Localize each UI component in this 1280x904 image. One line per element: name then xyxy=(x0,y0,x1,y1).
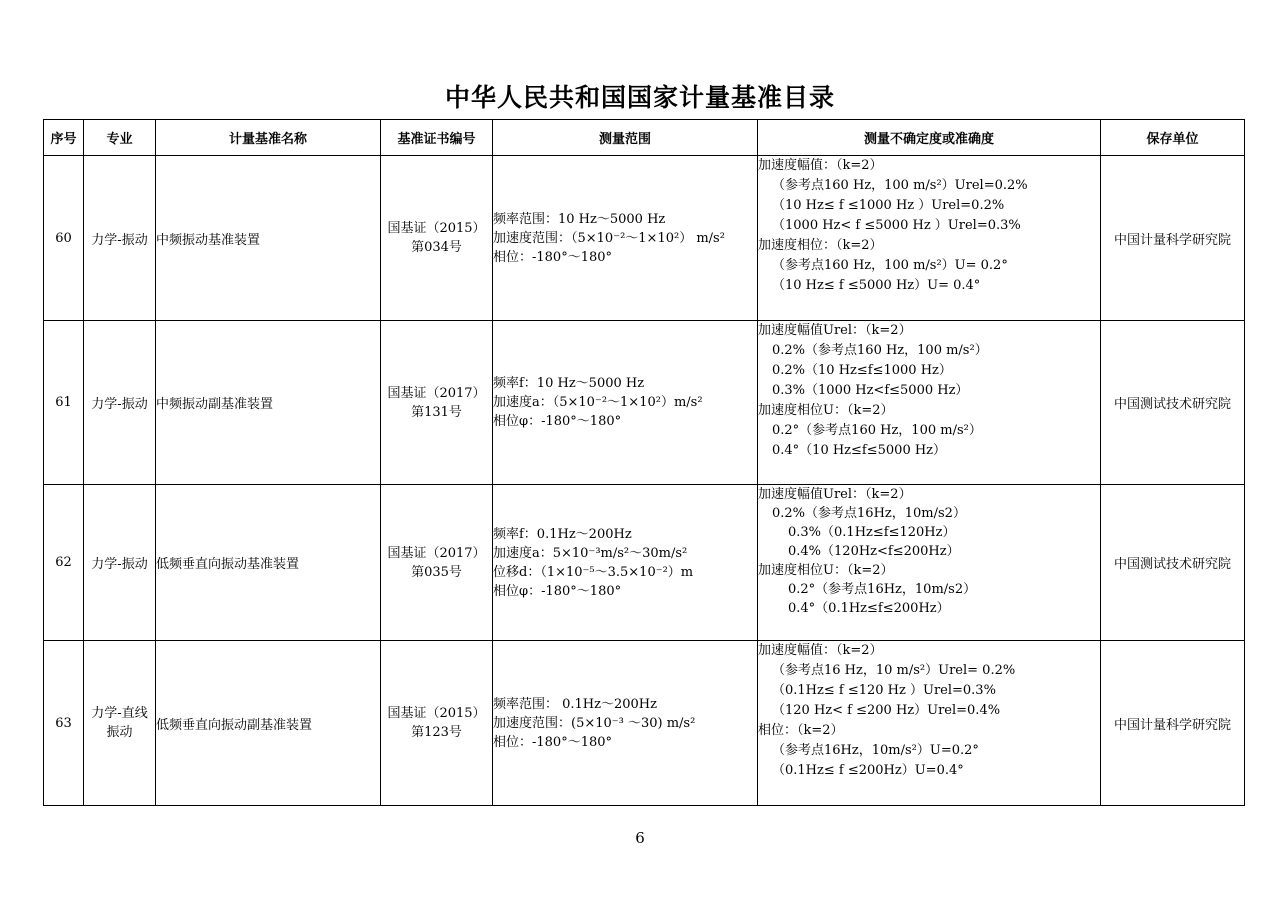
cell-specialty: 力学-振动 xyxy=(84,156,156,321)
uncertainty-line: 加速度幅值：（k=2） xyxy=(758,643,883,658)
range-line: 频率范围：10 Hz～5000 Hz xyxy=(493,211,666,227)
uncertainty-line: 0.3%（0.1Hz≤f≤120Hz） xyxy=(788,525,956,540)
header-unit: 保存单位 xyxy=(1101,120,1245,156)
range-line: 加速度a：（5×10⁻²～1×10²）m/s² xyxy=(493,395,703,410)
cert-line: 国基证（2017） xyxy=(387,545,486,561)
cell-cert xyxy=(381,321,493,485)
cert-line: 第034号 xyxy=(411,240,462,255)
cell-unit: 中国计量科学研究院 xyxy=(1101,641,1245,806)
uncertainty-line: （参考点160 Hz，100 m/s²）Urel=0.2% xyxy=(772,178,1028,193)
cell-unit: 中国测试技术研究院 xyxy=(1101,485,1245,641)
cell-seq: 62 xyxy=(44,485,84,641)
range-line: 频率范围： 0.1Hz～200Hz xyxy=(493,696,657,712)
uncertainty-line: 加速度幅值：（k=2） xyxy=(758,158,883,173)
uncertainty-line: 0.2%（10 Hz≤f≤1000 Hz） xyxy=(772,363,952,378)
uncertainty-line: 0.2°（参考点160 Hz，100 m/s²） xyxy=(772,423,982,438)
range-line: 加速度a：5×10⁻³m/s²～30m/s² xyxy=(493,545,688,561)
uncertainty-line: （参考点16 Hz，10 m/s²）Urel= 0.2% xyxy=(772,663,1016,678)
cert-line: 国基证（2015） xyxy=(387,221,486,236)
cell-specialty: 力学-振动 xyxy=(84,321,156,485)
cell-cert xyxy=(381,485,493,641)
uncertainty-line: 0.4°（0.1Hz≤f≤200Hz） xyxy=(788,601,950,616)
uncertainty-line: （参考点160 Hz，100 m/s²）U= 0.2° xyxy=(772,258,1008,273)
range-line: 频率f：10 Hz～5000 Hz xyxy=(493,376,645,391)
cell-range xyxy=(493,321,758,485)
cell-seq: 63 xyxy=(44,641,84,806)
cert-line: 第035号 xyxy=(411,564,462,580)
cell-seq: 61 xyxy=(44,321,84,485)
cell-seq: 60 xyxy=(44,156,84,321)
uncertainty-line: 相位：（k=2） xyxy=(758,723,844,738)
cell-specialty xyxy=(84,641,156,806)
range-line: 相位φ：-180°～180° xyxy=(493,414,622,429)
uncertainty-line: 加速度幅值Urel：（k=2） xyxy=(758,487,912,502)
cell-range xyxy=(493,485,758,641)
uncertainty-line: 加速度相位U：（k=2） xyxy=(758,403,894,418)
header-cert: 基准证书编号 xyxy=(381,120,493,156)
uncertainty-line: （参考点16Hz，10m/s²）U=0.2° xyxy=(772,743,979,758)
header-seq: 序号 xyxy=(44,120,84,156)
range-line: 加速度范围：(5×10⁻³ ～30) m/s² xyxy=(493,715,696,731)
cert-line: 第123号 xyxy=(411,725,462,740)
cell-unit: 中国计量科学研究院 xyxy=(1101,156,1245,321)
metrology-standards-table xyxy=(43,119,1245,806)
range-line: 相位：-180°～180° xyxy=(493,734,613,750)
range-line: 频率f：0.1Hz～200Hz xyxy=(493,526,632,542)
cell-unit: 中国测试技术研究院 xyxy=(1101,321,1245,485)
table-row xyxy=(44,321,1245,485)
uncertainty-line: 0.2°（参考点16Hz，10m/s2） xyxy=(788,582,977,597)
specialty-line: 振动 xyxy=(106,725,133,740)
table-header-row xyxy=(44,120,1245,156)
cell-name: 低频垂直向振动基准装置 xyxy=(156,485,381,641)
uncertainty-line: 加速度相位：（k=2） xyxy=(758,238,883,253)
uncertainty-line: 0.3%（1000 Hz<f≤5000 Hz） xyxy=(772,383,969,398)
header-name: 计量基准名称 xyxy=(156,120,381,156)
uncertainty-line: 加速度幅值Urel：（k=2） xyxy=(758,323,912,338)
cell-uncertainty xyxy=(758,156,1101,321)
uncertainty-line: （10 Hz≤ f ≤5000 Hz）U= 0.4° xyxy=(772,278,981,293)
cell-specialty: 力学-振动 xyxy=(84,485,156,641)
header-specialty: 专业 xyxy=(84,120,156,156)
cert-line: 国基证（2017） xyxy=(387,385,486,401)
uncertainty-line: 0.4°（10 Hz≤f≤5000 Hz） xyxy=(772,443,947,458)
cell-name: 中频振动基准装置 xyxy=(156,156,381,321)
uncertainty-line: （120 Hz< f ≤200 Hz）Urel=0.4% xyxy=(772,703,1001,718)
page-number: 6 xyxy=(635,829,645,847)
table-row xyxy=(44,485,1245,641)
uncertainty-line: 0.4%（120Hz<f≤200Hz） xyxy=(788,544,960,559)
range-line: 加速度范围：（5×10⁻²～1×10²） m/s² xyxy=(493,230,725,246)
cell-range xyxy=(493,156,758,321)
cell-range xyxy=(493,641,758,806)
header-uncertainty: 测量不确定度或准确度 xyxy=(758,120,1101,156)
uncertainty-line: （0.1Hz≤ f ≤200Hz）U=0.4° xyxy=(772,763,964,778)
table-row xyxy=(44,641,1245,806)
uncertainty-line: （10 Hz≤ f ≤1000 Hz ）Urel=0.2% xyxy=(772,198,1005,213)
cell-cert xyxy=(381,156,493,321)
uncertainty-line: （0.1Hz≤ f ≤120 Hz ）Urel=0.3% xyxy=(772,683,996,698)
uncertainty-line: 0.2%（参考点16Hz，10m/s2） xyxy=(772,506,966,521)
cell-name: 中频振动副基准装置 xyxy=(156,321,381,485)
cell-cert xyxy=(381,641,493,806)
table-row xyxy=(44,156,1245,321)
uncertainty-line: （1000 Hz< f ≤5000 Hz ）Urel=0.3% xyxy=(772,218,1021,233)
cert-line: 第131号 xyxy=(411,404,462,420)
specialty-line: 力学-直线 xyxy=(91,706,148,721)
uncertainty-line: 加速度相位U：（k=2） xyxy=(758,563,894,578)
page-title: 中华人民共和国国家计量基准目录 xyxy=(444,83,835,112)
cell-name: 低频垂直向振动副基准装置 xyxy=(156,641,381,806)
range-line: 相位φ：-180°～180° xyxy=(493,583,622,599)
cell-uncertainty xyxy=(758,321,1101,485)
cell-uncertainty xyxy=(758,485,1101,641)
cell-uncertainty xyxy=(758,641,1101,806)
range-line: 位移d：（1×10⁻⁵～3.5×10⁻²）m xyxy=(493,564,694,580)
uncertainty-line: 0.2%（参考点160 Hz，100 m/s²） xyxy=(772,343,988,358)
range-line: 相位：-180°～180° xyxy=(493,249,613,265)
cert-line: 国基证（2015） xyxy=(387,706,486,721)
header-range: 测量范围 xyxy=(493,120,758,156)
